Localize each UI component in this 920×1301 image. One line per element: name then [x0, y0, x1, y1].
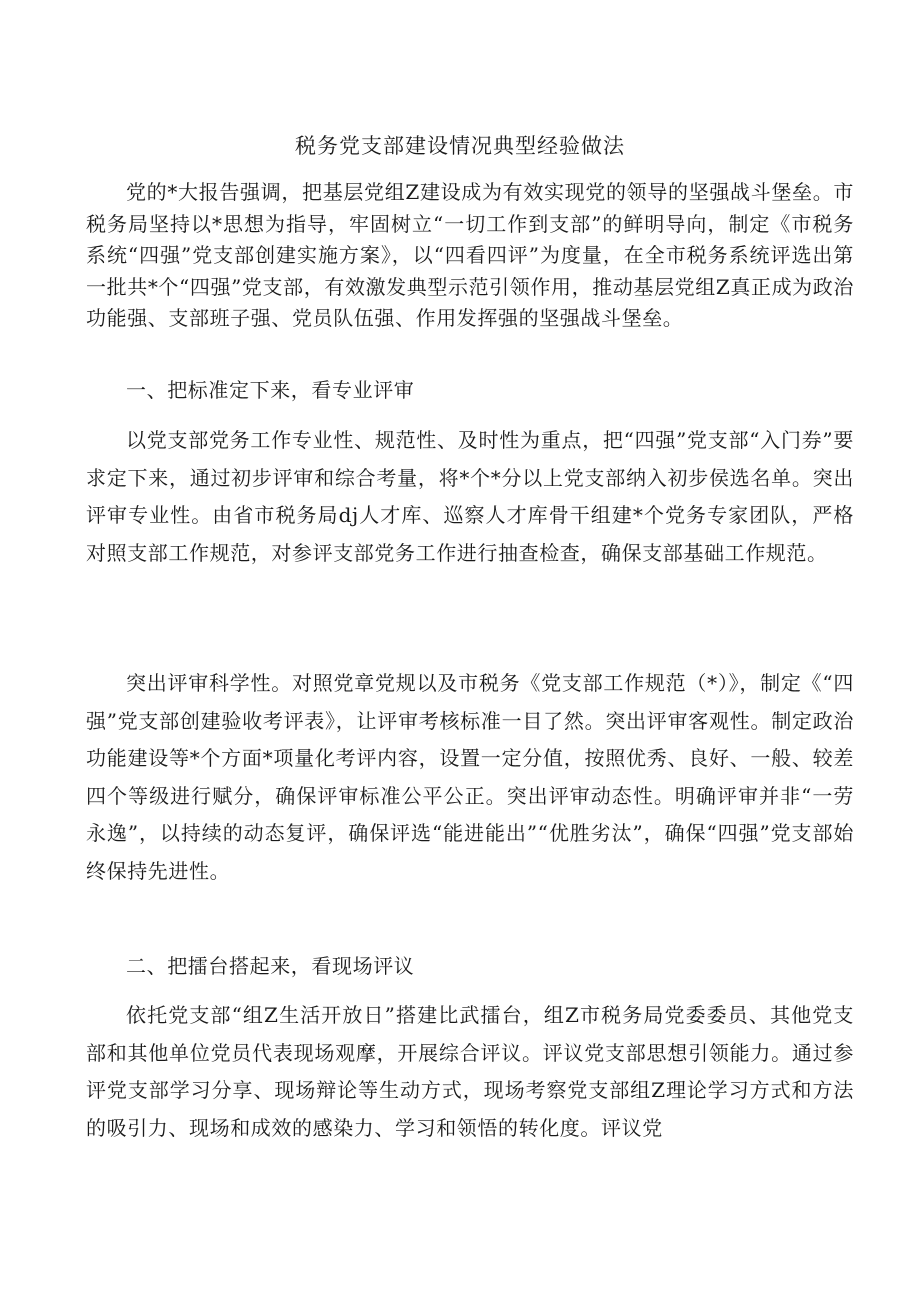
paragraph-intro: 党的*大报告强调，把基层党组Z建设成为有效实现党的领导的坚强战斗堡垒。市税务局坚持以*思想为指导，牢固树立“一切工作到支部”的鲜明导向，制定《市税务系统“四强”党支部创建实施方案》，以“四看四评”为度量，在全市税务系统评选出第一批共*个“四强”党支部，有效激发典型示范引领作用，推动基层党组Z真正成为政治功能强、支部班子强、党员队伍强、作用发挥强的坚强战斗堡垒。: [86, 180, 854, 330]
paragraph-onsite-review: 依托党支部“组Z生活开放日”搭建比武擂台，组Z市税务局党委委员、其他党支部和其他单位党员代表现场观摩，开展综合评议。评议党支部思想引领能力。通过参评党支部学习分享、现场辩论等生动方式，现场考察党支部组Z理论学习方式和方法的吸引力、现场和成效的感染力、学习和领悟的转化度。评议党: [86, 1003, 854, 1141]
section-heading-1: 一、把标准定下来，看专业评审: [126, 378, 415, 402]
paragraph-professional-review: 以党支部党务工作专业性、规范性、及时性为重点，把“四强”党支部“入门券”要求定下来，通过初步评审和综合考量，将*个*分以上党支部纳入初步侯选名单。突出评审专业性。由省市税务局dj人才库、巡察人才库骨干组建*个党务专家团队，严格对照支部工作规范，对参评支部党务工作进行抽查检查，确保支部基础工作规范。: [86, 428, 854, 565]
paragraph-scientific-review: 突出评审科学性。对照党章党规以及市税务《党支部工作规范（*）》，制定《“四强”党支部创建验收考评表》，让评审考核标准一目了然。突出评审客观性。制定政治功能建设等*个方面*项量化考评内容，设置一定分值，按照优秀、良好、一般、较差四个等级进行赋分，确保评审标准公平公正。突出评审动态性。明确评审并非“一劳永逸”，以持续的动态复评，确保评选“能进能出”“优胜劣汰”，确保“四强”党支部始终保持先进性。: [86, 671, 854, 883]
section-heading-2: 二、把擂台搭起来，看现场评议: [126, 954, 415, 978]
document-title: 税务党支部建设情况典型经验做法: [295, 134, 625, 158]
